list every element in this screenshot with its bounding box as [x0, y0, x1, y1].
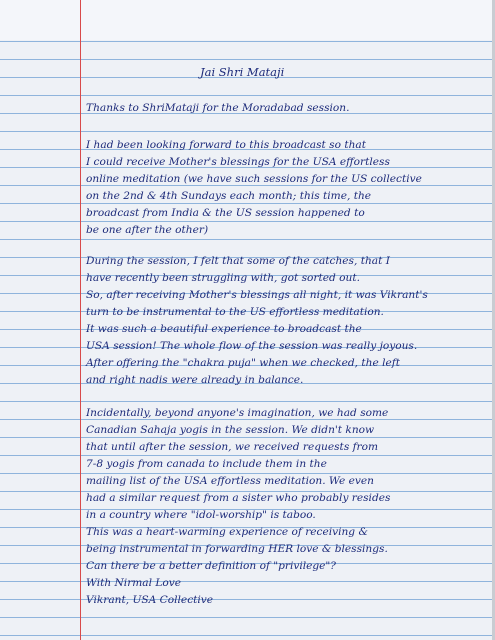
letter-title: Jai Shri Mataji — [200, 65, 285, 79]
paragraph-2-line-5: It was such a beautiful experience to broadcast the — [86, 323, 362, 335]
paragraph-2-line-8: and right nadis were already in balance. — [86, 374, 304, 386]
paragraph-3-line-2: Canadian Sahaja yogis in the session. We didn't know — [86, 424, 375, 436]
paragraph-2-line-6: USA session! The whole flow of the session was really joyous. — [86, 340, 418, 352]
paragraph-2-line-7: After offering the "chakra puja" when we checked, the left — [86, 357, 400, 369]
signature-line: Vikrant, USA Collective — [86, 594, 214, 606]
paragraph-2-line-1: During the session, I felt that some of the catches, that I — [86, 255, 390, 267]
paragraph-1-line-2: I could receive Mother's blessings for the USA effortless — [86, 156, 390, 168]
paragraph-1-line-4: on the 2nd & 4th Sundays each month; this time, the — [86, 190, 372, 202]
paragraph-1-line-6: be one after the other) — [86, 224, 209, 236]
paragraph-3-line-10: Can there be a better definition of "privilege"? — [86, 560, 336, 572]
paragraph-3-line-5: mailing list of the USA effortless meditation. We even — [86, 475, 374, 487]
paragraph-3-line-6: had a similar request from a sister who probably resides — [86, 492, 391, 504]
paragraph-3-line-8: This was a heart-warming experience of receiving & — [86, 526, 368, 538]
paragraph-2-line-2: have recently been struggling with, got sorted out. — [86, 272, 360, 284]
paragraph-2-line-3: So, after receiving Mother's blessings all night, it was Vikrant's — [86, 289, 428, 301]
paragraph-3-line-4: 7-8 yogis from canada to include them in the — [86, 458, 327, 470]
closing-line: With Nirmal Love — [86, 577, 182, 589]
paragraph-3-line-7: in a country where "idol-worship" is taboo. — [86, 509, 316, 521]
page-top-band — [0, 0, 495, 40]
paragraph-1-line-3: online meditation (we have such sessions for the US collective — [86, 173, 422, 185]
margin-line — [80, 0, 81, 640]
paragraph-1-line-1: I had been looking forward to this broadcast so that — [86, 139, 366, 151]
paragraph-3-line-3: that until after the session, we received requests from — [86, 441, 379, 453]
paragraph-3-line-9: being instrumental in forwarding HER love & blessings. — [86, 543, 388, 555]
paragraph-1-line-5: broadcast from India & the US session happened to — [86, 207, 365, 219]
paragraph-3-line-1: Incidentally, beyond anyone's imagination, we had some — [86, 407, 389, 419]
thanks-line: Thanks to ShriMataji for the Moradabad session. — [86, 102, 350, 114]
paragraph-2-line-4: turn to be instrumental to the US effortless meditation. — [86, 306, 384, 318]
